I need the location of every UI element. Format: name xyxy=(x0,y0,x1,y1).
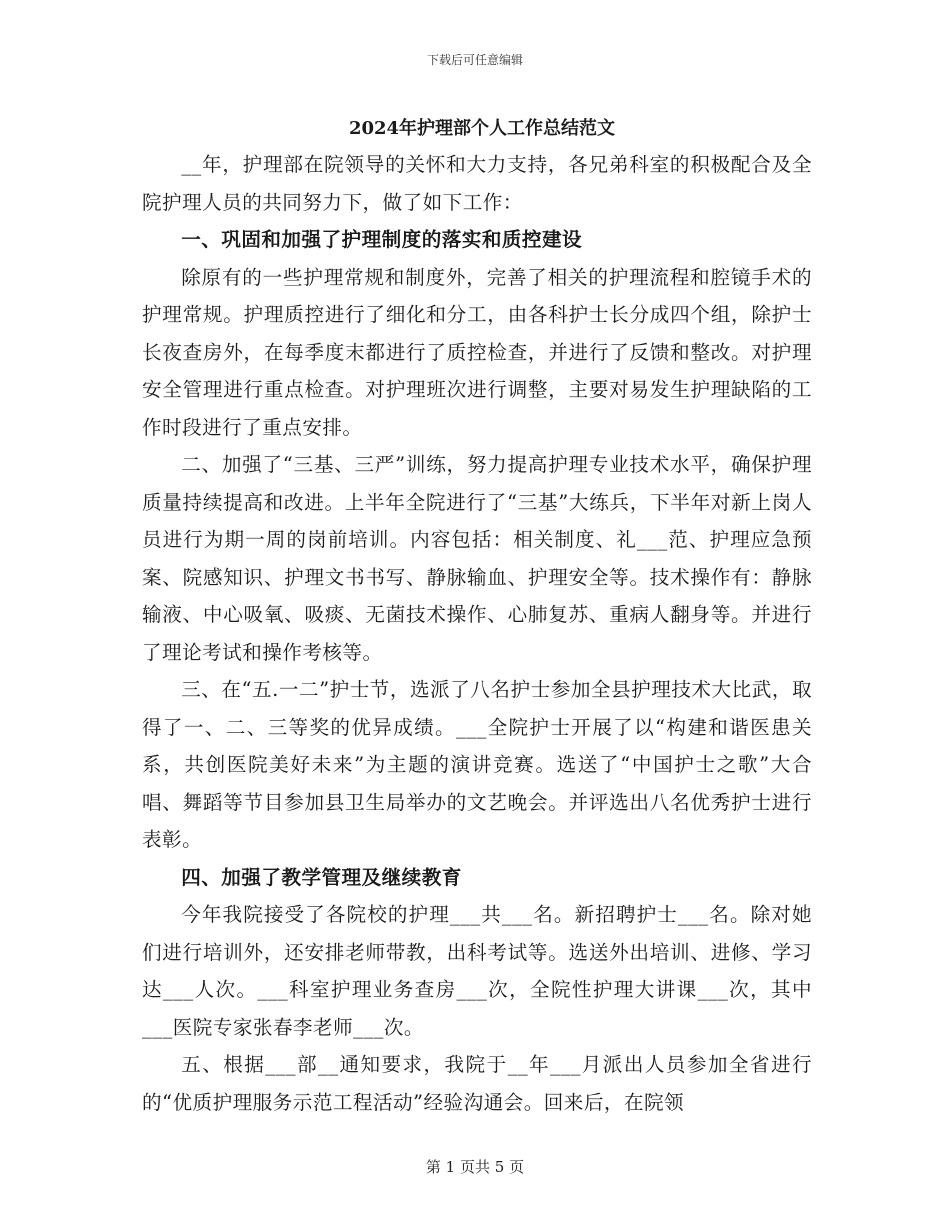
section-3-paragraph: 三、在“五.一二”护士节，选派了八名护士参加全县护理技术大比武，取得了一、二、三等奖的优异成绩。___全院护士开展了以“构建和谐医患关系，共创医院美好未来”为主题的演讲竞赛。选送了“中国护士之歌”大合唱、舞蹈等节目参加县卫生局举办的文艺晚会。并评选出八名优秀护士进行表彰。 xyxy=(142,678,812,851)
section-5-paragraph: 五、根据___部__通知要求，我院于__年___月派出人员参加全省进行的“优质护理服务示范工程活动”经验沟通会。回来后，在院领 xyxy=(142,1053,812,1114)
intro-paragraph: __年，护理部在院领导的关怀和大力支持，各兄弟科室的积极配合及全院护理人员的共同努力下，做了如下工作： xyxy=(142,153,812,214)
section-2-paragraph: 二、加强了“三基、三严”训练，努力提高护理专业技术水平，确保护理质量持续提高和改进。上半年全院进行了“三基”大练兵，下半年对新上岗人员进行为期一周的岗前培训。内容包括：相关制度、礼___范、护理应急预案、院感知识、护理文书书写、静脉输血、护理安全等。技术操作有：静脉输液、中心吸氧、吸痰、无菌技术操作、心肺复苏、重病人翻身等。并进行了理论考试和操作考核等。 xyxy=(142,453,812,664)
section-4-paragraph: 今年我院接受了各院校的护理___共___名。新招聘护士___名。除对她们进行培训外，还安排老师带教，出科考试等。选送外出培训、进修、学习达___人次。___科室护理业务查房___次，全院性护理大讲课___次，其中___医院专家张春李老师___次。 xyxy=(142,903,812,1039)
page-number-indicator: 第 1 页共 5 页 xyxy=(425,1158,525,1176)
document-title: 2024年护理部个人工作总结范文 xyxy=(348,118,616,139)
page-header-note: 下载后可任意编辑 xyxy=(426,53,523,67)
section-1-heading: 一、巩固和加强了护理制度的落实和质控建设 xyxy=(181,228,583,251)
section-1-paragraph: 除原有的一些护理常规和制度外，完善了相关的护理流程和腔镜手术的护理常规。护理质控进行了细化和分工，由各科护士长分成四个组，除护士长夜查房外，在每季度末都进行了质控检查，并进行了反馈和整改。对护理安全管理进行重点检查。对护理班次进行调整，主要对易发生护理缺陷的工作时段进行了重点安排。 xyxy=(142,265,812,439)
document-body xyxy=(142,112,812,1121)
section-4-heading: 四、加强了教学管理及继续教育 xyxy=(181,865,462,889)
